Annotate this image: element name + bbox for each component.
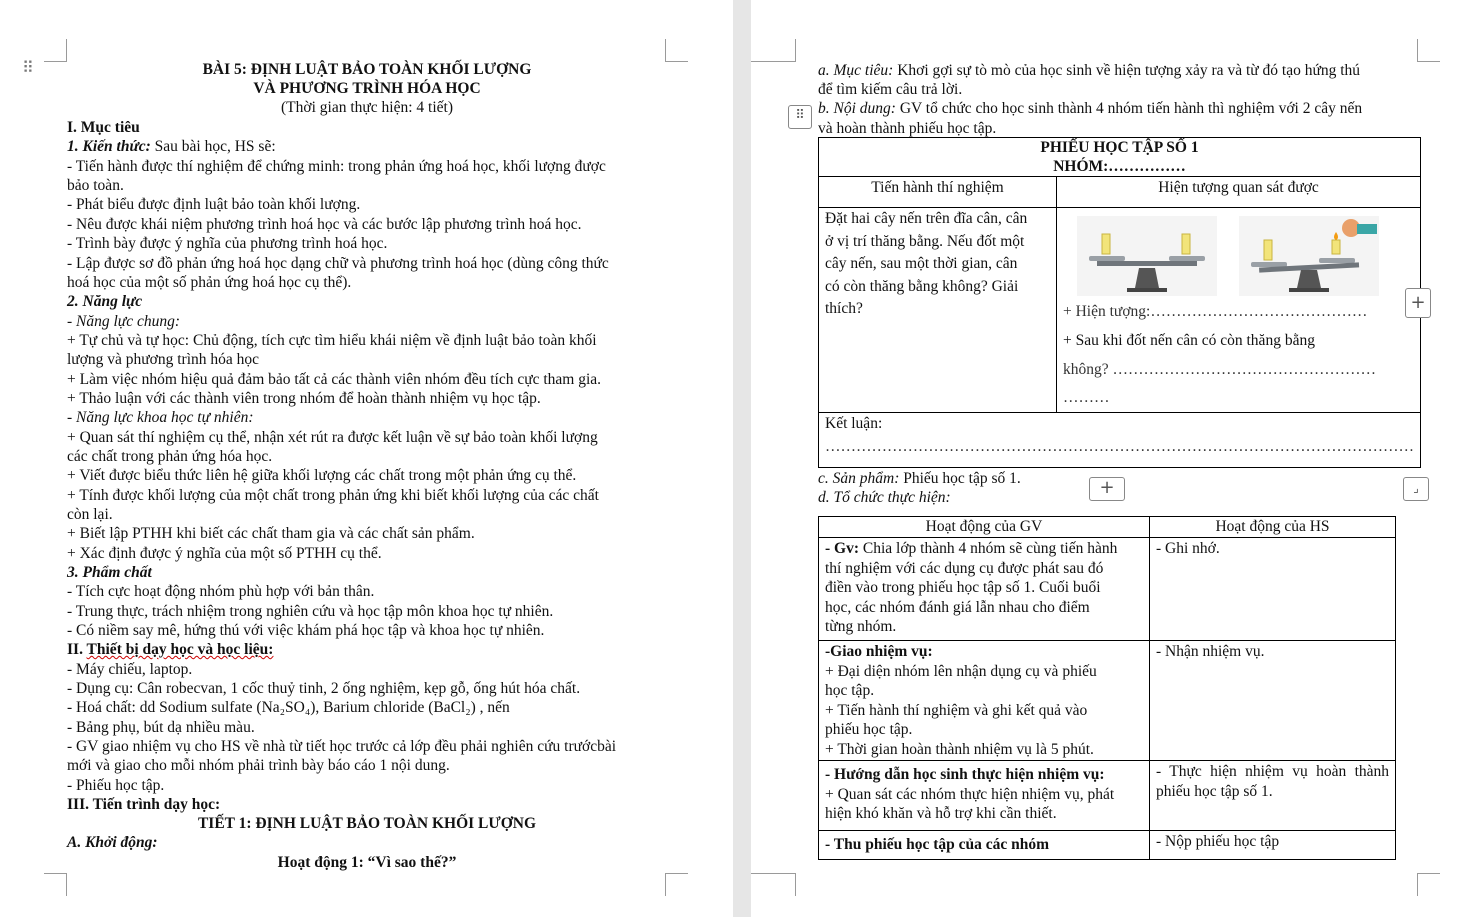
activity-row-gv	[819, 538, 1150, 641]
activity-row-gv: - Thu phiếu học tập của các nhóm	[819, 831, 1150, 860]
activity-row-hs: - Nộp phiếu học tập	[1150, 831, 1396, 860]
section-heading-objectives: I. Mục tiêu	[67, 119, 140, 136]
science-competence-line: còn lại.	[67, 506, 113, 523]
crop-mark	[44, 39, 67, 62]
balance-scale-image	[1077, 216, 1217, 296]
resize-icon[interactable]: ⌟	[1403, 477, 1429, 501]
crop-mark	[665, 39, 688, 62]
worksheet-title-cell	[819, 138, 1421, 177]
worksheet-table	[818, 137, 1421, 468]
lesson-title-line1: BÀI 5: ĐỊNH LUẬT BẢO TOÀN KHỐI LƯỢNG	[202, 61, 532, 78]
equipment-line: - GV giao nhiệm vụ cho HS về nhà từ tiết học trước cả lớp đều phải nghiên cứu trướcbài	[67, 738, 617, 755]
section-heading-equipment-line	[67, 640, 273, 659]
section-prefix: II.	[67, 641, 87, 658]
equipment-line: - Dụng cụ: Cân robecvan, 1 cốc thuỷ tinh, 2 ống nghiệm, kẹp gỗ, ống hút hóa chất.	[67, 680, 581, 697]
warmup-heading: A. Khởi động:	[67, 834, 158, 851]
general-competence-label: - Năng lực chung:	[67, 313, 181, 330]
science-competence-line: + Quan sát thí nghiệm cụ thể, nhận xét rút ra được kết luận về sự bảo toàn khối lượng	[67, 429, 598, 446]
knowledge-line: - Nêu được khái niệm phương trình hoá học và các bước lập phương trình hoá học.	[67, 216, 582, 233]
activity-gv-line: + Thời gian hoàn thành nhiệm vụ là 5 phút.	[825, 740, 1094, 758]
activity-row-hs: - Ghi nhớ.	[1150, 538, 1396, 641]
quality-line: - Có niềm say mê, hứng thú với việc khám phá học tập và khoa học tự nhiên.	[67, 622, 545, 639]
content-text: GV tổ chức cho học sinh thành 4 nhóm tiến hành thì nghiệm với 2 cây nến	[895, 100, 1363, 117]
competence-heading: 2. Năng lực	[67, 293, 143, 310]
equipment-line: - Bảng phụ, bút dạ nhiều màu.	[67, 719, 255, 736]
product-label: c. Sản phẩm:	[818, 470, 900, 487]
activity-gv-line: + Đại diện nhóm lên nhận dụng cụ và phiếu	[825, 662, 1097, 680]
science-competence-line: + Xác định được ý nghĩa của một số PTHH cụ thể.	[67, 545, 382, 562]
content-line-2: và hoàn thành phiếu học tập.	[818, 120, 997, 137]
goal-text: Khơi gợi sự tò mò của học sinh về hiện tượng xảy ra và từ đó tạo hứng thú	[893, 62, 1361, 79]
worksheet-group: NHÓM:……………	[1053, 158, 1186, 175]
equipment-line: - Hoá chất: dd Sodium sulfate (Na₂SO₄), Barium chloride (BaCl₂) , nến	[67, 699, 510, 716]
experiment-line: ở vị trí thăng bằng. Nếu đốt một	[825, 232, 1025, 250]
activity-row-hs: - Thực hiện nhiệm vụ hoàn thành phiếu học tập số 1.	[1150, 761, 1396, 831]
document-page-right	[751, 0, 1466, 917]
quality-line: - Tích cực hoạt động nhóm phù hợp với bản thân.	[67, 583, 375, 600]
activity-gv-line: Chia lớp thành 4 nhóm sẽ cùng tiến hành	[859, 540, 1118, 557]
balance-images	[1063, 208, 1414, 298]
crop-mark	[44, 873, 67, 896]
general-competence-line: + Tự chủ và tự học: Chủ động, tích cực tìm hiểu khái niệm về định luật bảo toàn khối	[67, 332, 597, 349]
worksheet-title: PHIẾU HỌC TẬP SỐ 1	[1040, 139, 1199, 156]
activity-header-hs: Hoạt động của HS	[1150, 517, 1396, 538]
worksheet-col-header: Tiến hành thí nghiệm	[819, 177, 1057, 208]
balance-scale-burning-image	[1239, 216, 1379, 296]
conclusion-label: Kết luận:	[825, 415, 883, 432]
lesson-title-line2: VÀ PHƯƠNG TRÌNH HÓA HỌC	[253, 80, 481, 97]
plus-icon[interactable]: +	[1089, 477, 1125, 501]
experiment-line: cây nến, sau một thời gian, cân	[825, 255, 1018, 272]
activity-gv-label: - Gv:	[825, 540, 860, 557]
activity-gv-line: thí nghiệm với các dụng cụ được phát sau đó	[825, 559, 1104, 577]
section-heading-process: III. Tiến trình dạy học:	[67, 796, 221, 813]
content-line	[818, 99, 1362, 118]
experiment-cell	[819, 208, 1057, 413]
activity-gv-line: hiện khó khăn và hỗ trợ khi cần thiết.	[825, 805, 1057, 822]
science-competence-label: - Năng lực khoa học tự nhiên:	[67, 409, 254, 426]
activity-gv-line: điền vào trong phiếu học tập số 1. Cuối buổi	[825, 579, 1101, 596]
crop-mark	[751, 39, 796, 62]
equipment-line: - Phiếu học tập.	[67, 777, 165, 794]
content-label: b. Nội dung:	[818, 100, 896, 117]
question-line: không? ……………………………………………	[1063, 361, 1377, 378]
activity-gv-line: + Tiến hành thí nghiệm và ghi kết quả vào	[825, 701, 1088, 719]
quality-line: - Trung thực, trách nhiệm trong nghiên cứu và học tập môn khoa học tự nhiên.	[67, 603, 554, 620]
science-competence-line: các chất trong phản ứng hóa học.	[67, 448, 273, 465]
lesson-duration: (Thời gian thực hiện: 4 tiết)	[281, 99, 453, 116]
activity-gv-line: học, các nhóm đánh giá lẫn nhau cho điểm	[825, 598, 1090, 616]
goal-label: a. Mục tiêu:	[818, 62, 894, 79]
science-competence-line: + Biết lập PTHH khi biết các chất tham gia và các chất sản phẩm.	[67, 525, 475, 542]
experiment-line: thích?	[825, 300, 863, 317]
quality-heading: 3. Phẩm chất	[67, 564, 152, 581]
worksheet-col-header: Hiện tượng quan sát được	[1057, 177, 1421, 208]
crop-mark	[751, 873, 796, 896]
activity-row-gv	[819, 761, 1150, 831]
knowledge-line: - Tiến hành được thí nghiệm để chứng minh: trong phản ứng hoá học, khối lượng được	[67, 158, 606, 175]
equipment-line: mới và giao cho mỗi nhóm phải trình bày báo cáo 1 nội dung.	[67, 757, 450, 774]
goal-line-2: để tìm kiếm câu trả lời.	[818, 81, 963, 98]
activity-row-hs: - Nhận nhiệm vụ.	[1150, 641, 1396, 761]
period-title: TIẾT 1: ĐỊNH LUẬT BẢO TOÀN KHỐI LƯỢNG	[197, 815, 537, 832]
drag-handle-icon[interactable]: ⠿	[22, 58, 34, 77]
drag-handle-icon[interactable]: ⠿	[788, 105, 812, 129]
general-competence-line: lượng và phương trình hóa học	[67, 351, 260, 368]
activity-header-gv: Hoạt động của GV	[819, 517, 1150, 538]
experiment-line: Đặt hai cây nến trên đĩa cân, cân	[825, 210, 1028, 227]
conclusion-dots: ……………………………………………………………………………………………………	[825, 437, 1414, 455]
activity-gv-line: học tập.	[825, 682, 875, 699]
crop-mark	[665, 873, 688, 896]
conclusion-cell	[819, 413, 1421, 468]
page-gutter	[733, 0, 751, 917]
knowledge-intro: Sau bài học, HS sẽ:	[150, 138, 276, 155]
activity-gv-label: - Hướng dẫn học sinh thực hiện nhiệm vụ:	[825, 766, 1105, 783]
equipment-line: - Máy chiếu, laptop.	[67, 661, 193, 678]
product-line	[818, 469, 1021, 488]
science-competence-line: + Viết được biểu thức liên hệ giữa khối lượng các chất trong một phản ứng cụ thể.	[67, 467, 577, 484]
activity-gv-line: + Quan sát các nhóm thực hiện nhiệm vụ, phát	[825, 785, 1115, 803]
knowledge-label: 1. Kiến thức:	[67, 138, 151, 155]
phenomenon-label: + Hiện tượng:……………………………………	[1063, 303, 1368, 320]
general-competence-line: + Làm việc nhóm hiệu quả đảm bảo tất cả các thành viên nhóm đều tích cực tham gia.	[67, 371, 602, 388]
activity-table	[818, 516, 1396, 860]
knowledge-line: - Phát biểu được định luật bảo toàn khối lượng.	[67, 196, 361, 213]
activity-row-gv	[819, 641, 1150, 761]
activity-gv-line: từng nhóm.	[825, 618, 897, 635]
general-competence-line: + Thảo luận với các thành viên trong nhóm để hoàn thành nhiệm vụ học tập.	[67, 390, 541, 407]
knowledge-intro-line	[67, 137, 276, 156]
question-line: + Sau khi đốt nến cân có còn thăng bằng	[1063, 332, 1315, 349]
plus-icon[interactable]: +	[1405, 288, 1431, 318]
section-heading-equipment: Thiết bị dạy học và học liệu:	[86, 641, 274, 658]
goal-line	[818, 61, 1360, 80]
activity-gv-label: -Giao nhiệm vụ:	[825, 643, 933, 660]
product-text: Phiếu học tập số 1.	[899, 470, 1021, 487]
crop-mark	[1417, 873, 1440, 896]
activity-gv-line: phiếu học tập.	[825, 721, 913, 738]
organization-heading: d. Tổ chức thực hiện:	[818, 489, 951, 506]
experiment-line: có còn thăng bằng không? Giải	[825, 277, 1019, 295]
crop-mark	[1417, 39, 1440, 62]
question-line: ………	[1063, 389, 1110, 406]
knowledge-line: - Lập được sơ đồ phản ứng hoá học dạng chữ và phương trình hoá học (dùng công thức	[67, 255, 609, 272]
knowledge-line: hoá học của một số phản ứng hoá học cụ thể).	[67, 274, 352, 291]
phenomenon-cell	[1057, 208, 1421, 413]
knowledge-line: bảo toàn.	[67, 177, 124, 194]
knowledge-line: - Trình bày được ý nghĩa của phương trình hoá học.	[67, 235, 388, 252]
science-competence-line: + Tính được khối lượng của một chất trong phản ứng khi biết khối lượng của các chất	[67, 487, 599, 504]
activity-title: Hoạt động 1: “Vì sao thế?”	[277, 854, 457, 871]
